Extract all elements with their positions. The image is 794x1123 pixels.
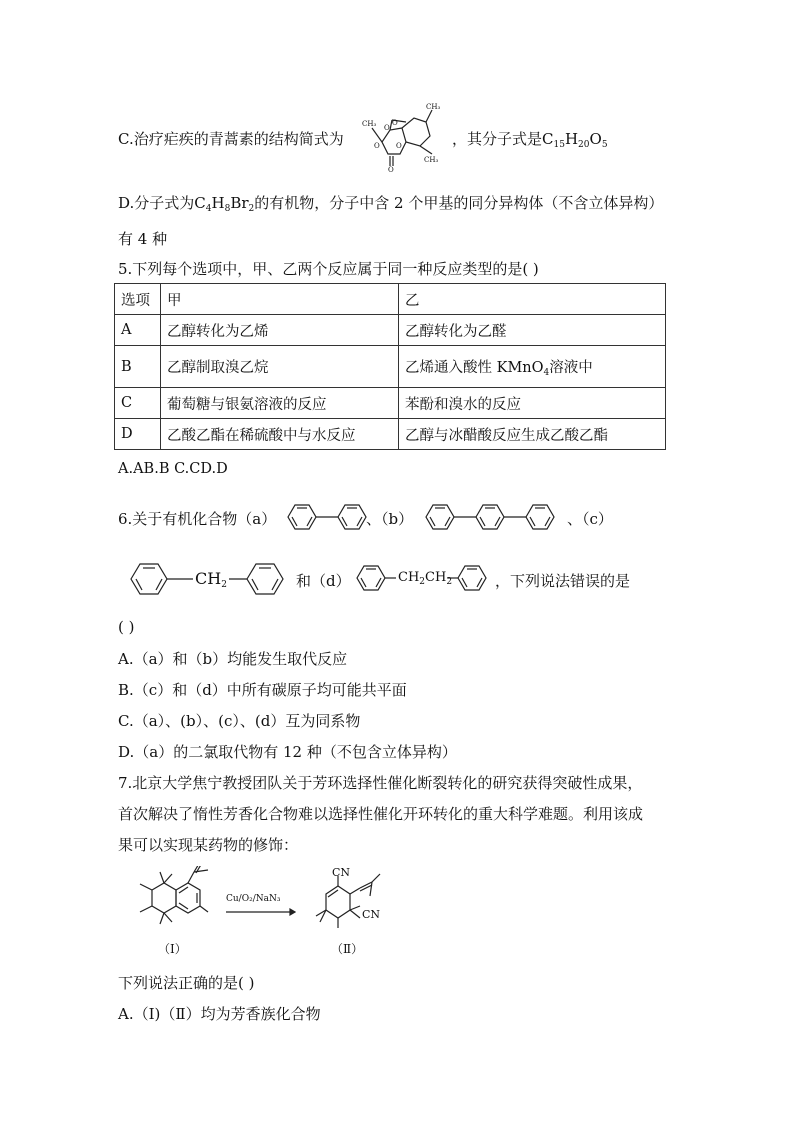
table-cell: 乙醇与冰醋酸反应生成乙酸乙酯 xyxy=(399,419,666,450)
table-cell: 乙烯通入酸性 KMnO$_4$溶液中 xyxy=(399,346,666,388)
q6-stem-prefix: 6.关于有机化合物（a） xyxy=(118,510,277,528)
q6-option-a: A.（a）和（b）均能发生取代反应 xyxy=(118,650,348,668)
table-row xyxy=(115,315,666,346)
q4-option-d-line2: 有 4 种 xyxy=(118,230,168,248)
compound-i-label: （Ⅰ） xyxy=(158,942,187,956)
ch2ch2-label: $CH_2CH_2$ xyxy=(398,570,453,587)
q4-option-d: D.分子式为$C_4H_8Br_2$的有机物，分子中含 2 个甲基的同分异构体（不含立体异构） xyxy=(118,194,664,214)
table-header-cell: 选项 xyxy=(115,284,161,315)
q6-label-c: 、（c） xyxy=(567,510,613,528)
reaction-arrow-icon xyxy=(224,906,296,918)
table-cell: D xyxy=(115,419,161,450)
q7-stem-line1: 7.北京大学焦宁教授团队关于芳环选择性催化断裂转化的研究获得突破性成果， xyxy=(118,774,643,792)
formula-c4h8br2: $C_4H_8Br_2$ xyxy=(194,194,255,214)
artemisinin-label: O xyxy=(388,166,394,172)
q4-option-c-tail xyxy=(452,128,608,150)
q6-label-b: 、（b） xyxy=(366,510,414,528)
table-header-cell: 甲 xyxy=(161,284,399,315)
table-cell: 葡萄糖与银氨溶液的反应 xyxy=(161,388,399,419)
table-cell: A xyxy=(115,315,161,346)
reaction-reagent: Cu/O₂/NaN₃ xyxy=(226,894,281,904)
q6-paren: ( ) xyxy=(118,618,135,636)
q5-table xyxy=(114,283,666,450)
compound-ii-label: （Ⅱ） xyxy=(331,942,364,956)
ch2-label: $CH_2$ xyxy=(195,569,227,590)
table-header-row xyxy=(115,284,666,315)
artemisinin-label: O xyxy=(384,124,390,132)
q5-stem: 5.下列每个选项中，甲、乙两个反应属于同一种反应类型的是( ) xyxy=(118,260,539,278)
q4-option-c-prefix: C.治疗疟疾的青蒿素的结构简式为 xyxy=(118,130,344,148)
q6-option-b: B.（c）和（d）中所有碳原子均可能共平面 xyxy=(118,681,407,699)
q7-stem-line2: 首次解决了惰性芳香化合物难以选择性催化开环转化的重大科学难题。利用该成 xyxy=(118,805,644,823)
cn-side-label: CN xyxy=(362,908,381,921)
q6-option-d: D.（a）的二氯取代物有 12 种（不包含立体异构） xyxy=(118,743,457,761)
biphenyl-structure xyxy=(282,500,378,534)
q6-option-c: C.（a）、(b）、(c）、(d）互为同系物 xyxy=(118,712,361,730)
table-cell: 乙醇制取溴乙烷 xyxy=(161,346,399,388)
q4-option-c-suffix: ，其分子式是 xyxy=(452,130,543,148)
q4-option-c xyxy=(118,128,344,149)
table-cell: 苯酚和溴水的反应 xyxy=(399,388,666,419)
table-row xyxy=(115,388,666,419)
artemisinin-label: CH₃ xyxy=(426,103,441,111)
table-cell: B xyxy=(115,346,161,388)
q5-answers: A.AB.B C.CD.D xyxy=(118,461,228,477)
table-row xyxy=(115,346,666,388)
table-cell: 乙醇转化为乙烯 xyxy=(161,315,399,346)
artemisinin-structure xyxy=(362,100,446,172)
q7-question: 下列说法正确的是( ) xyxy=(118,974,255,992)
table-row xyxy=(115,419,666,450)
artemisinin-label: O xyxy=(396,142,402,150)
table-header-cell: 乙 xyxy=(399,284,666,315)
q6-and-d: 和（d） xyxy=(296,572,351,590)
terphenyl-structure xyxy=(420,500,572,534)
q7-stem-line3: 果可以实现某药物的修饰： xyxy=(118,836,299,854)
artemisinin-label: O xyxy=(392,119,398,127)
table-cell: C xyxy=(115,388,161,419)
table-cell: 乙醇转化为乙醛 xyxy=(399,315,666,346)
artemisinin-label: CH₃ xyxy=(424,156,439,164)
artemisinin-label: O xyxy=(374,142,380,150)
q6-stem-suffix: ，下列说法错误的是 xyxy=(495,572,631,590)
formula-artemisinin: $C_{15}H_{20}O_5$ xyxy=(542,130,608,150)
artemisinin-label: CH₃ xyxy=(362,120,377,128)
table-cell: 乙酸乙酯在稀硫酸中与水反应 xyxy=(161,419,399,450)
q7-option-a: A.（Ⅰ)（Ⅱ）均为芳香族化合物 xyxy=(118,1005,321,1023)
cn-top-label: CN xyxy=(332,866,351,879)
